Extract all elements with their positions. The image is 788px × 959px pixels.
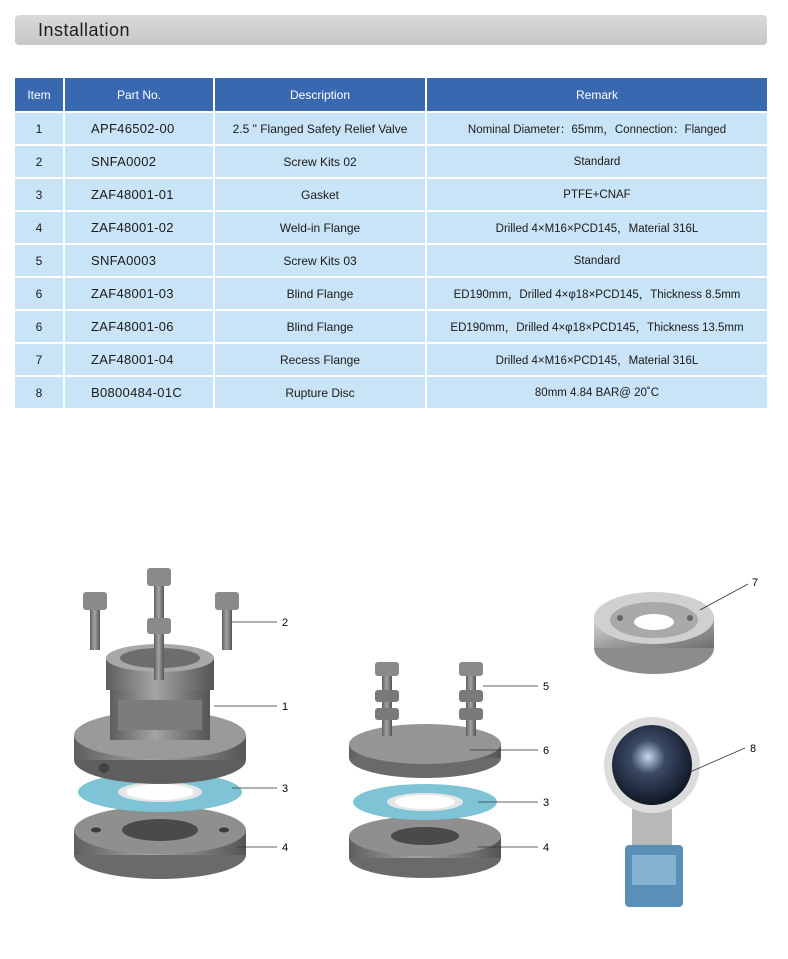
section-title: Installation <box>38 19 131 40</box>
section-title-bar <box>15 15 767 45</box>
cell-description: Blind Flange <box>214 310 426 343</box>
cell-item: 2 <box>15 145 64 178</box>
table-row <box>15 376 767 408</box>
callout-label: 2 <box>282 617 289 629</box>
recess-flange-photo <box>594 592 714 674</box>
cell-item: 4 <box>15 211 64 244</box>
callout-label: 8 <box>750 743 757 755</box>
callout-label: 5 <box>543 681 550 693</box>
cell-part-no: ZAF48001-04 <box>64 343 214 376</box>
table-row <box>15 310 767 343</box>
column-header-item: Item <box>15 78 64 112</box>
callout-label: 3 <box>543 797 550 809</box>
callout-label: 7 <box>752 577 759 589</box>
column-header-description: Description <box>214 78 426 112</box>
cell-remark: Drilled 4×M16×PCD145，Material 316L <box>426 211 767 244</box>
cell-remark: ED190mm，Drilled 4×φ18×PCD145，Thickness 8.5mm <box>426 277 767 310</box>
callout-label: 1 <box>282 701 289 713</box>
cell-description: Rupture Disc <box>214 376 426 408</box>
cell-description: Gasket <box>214 178 426 211</box>
left-exploded-assembly <box>74 568 288 879</box>
cell-part-no: ZAF48001-01 <box>64 178 214 211</box>
cell-item: 1 <box>15 112 64 145</box>
table-row <box>15 145 767 178</box>
column-header-remark: Remark <box>426 78 767 112</box>
cell-remark: Standard <box>426 145 767 178</box>
cell-part-no: ZAF48001-02 <box>64 211 214 244</box>
weld-in-flange-drawing <box>74 806 246 879</box>
cell-description: Recess Flange <box>214 343 426 376</box>
cell-part-no: ZAF48001-03 <box>64 277 214 310</box>
blind-flange-drawing <box>349 724 501 778</box>
cell-part-no: ZAF48001-06 <box>64 310 214 343</box>
cell-description: Screw Kits 02 <box>214 145 426 178</box>
cell-item: 6 <box>15 277 64 310</box>
right-parts <box>594 577 758 907</box>
table-row <box>15 178 767 211</box>
parts-table <box>15 78 767 408</box>
cell-item: 3 <box>15 178 64 211</box>
cell-description: 2.5 " Flanged Safety Relief Valve <box>214 112 426 145</box>
table-row <box>15 211 767 244</box>
cell-part-no: B0800484-01C <box>64 376 214 408</box>
cell-remark: PTFE+CNAF <box>426 178 767 211</box>
cell-part-no: SNFA0002 <box>64 145 214 178</box>
cell-description: Screw Kits 03 <box>214 244 426 277</box>
cell-description: Weld-in Flange <box>214 211 426 244</box>
cell-item: 7 <box>15 343 64 376</box>
cell-remark: 80mm 4.84 BAR@ 20˚C <box>426 376 767 408</box>
column-header-part-no: Part No. <box>64 78 214 112</box>
cell-item: 6 <box>15 310 64 343</box>
table-row <box>15 277 767 310</box>
middle-exploded-assembly <box>349 662 549 878</box>
cell-item: 8 <box>15 376 64 408</box>
table-row <box>15 112 767 145</box>
cell-remark: Standard <box>426 244 767 277</box>
table-row <box>15 343 767 376</box>
cell-description: Blind Flange <box>214 277 426 310</box>
callout-label: 4 <box>543 842 550 854</box>
assembly-illustration <box>0 540 788 950</box>
cell-remark: Nominal Diameter：65mm，Connection：Flanged <box>426 112 767 145</box>
cell-item: 5 <box>15 244 64 277</box>
cell-remark: Drilled 4×M16×PCD145，Material 316L <box>426 343 767 376</box>
cell-remark: ED190mm，Drilled 4×φ18×PCD145，Thickness 13.5mm <box>426 310 767 343</box>
rupture-disc-photo <box>604 717 700 907</box>
cell-part-no: APF46502-00 <box>64 112 214 145</box>
callout-label: 4 <box>282 842 289 854</box>
callout-label: 6 <box>543 745 550 757</box>
cell-part-no: SNFA0003 <box>64 244 214 277</box>
callout-label: 3 <box>282 783 289 795</box>
table-header-row <box>15 78 767 112</box>
table-row <box>15 244 767 277</box>
gasket-drawing <box>353 784 497 820</box>
